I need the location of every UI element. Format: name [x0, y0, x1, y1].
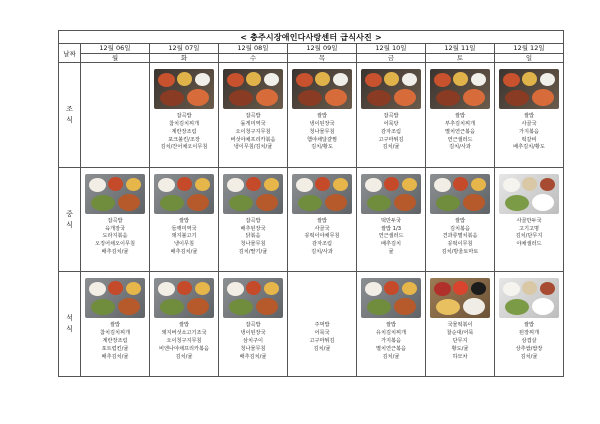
dish-bowl: [108, 177, 123, 191]
menu-list: [150, 218, 218, 257]
menu-item: 배추김치/귤: [101, 353, 129, 360]
meal-label-char: 석: [66, 314, 73, 323]
dish-bowl: [463, 298, 485, 315]
menu-item: 가지볶음: [519, 128, 540, 135]
meal-cell: [288, 63, 357, 168]
sheet-title: < 충주시장애인다사랑센터 급식사진 >: [59, 31, 564, 44]
meal-table: [58, 30, 564, 377]
menu-item: 김치/귤: [313, 345, 331, 352]
menu-item: 야채샐러드: [516, 241, 542, 248]
menu-list: [357, 322, 425, 361]
menu-item: 잡곡밥: [176, 113, 192, 120]
dish-bowl: [365, 178, 382, 192]
meal-label: [59, 272, 81, 377]
dish-bowl: [108, 281, 123, 295]
menu-item: 된장찌개: [519, 330, 540, 337]
meal-cell: [426, 272, 495, 377]
menu-item: 사골국: [521, 120, 537, 127]
menu-item: 어묵탕: [383, 120, 399, 127]
dish-bowl: [264, 73, 279, 86]
date-header: 12월 10일: [357, 44, 426, 54]
dish-bowl: [471, 73, 486, 86]
menu-item: 쌀밥: [178, 322, 190, 329]
meal-cell: [219, 272, 288, 377]
menu-item: 배추김치/귤: [101, 248, 129, 255]
menu-item: 멸치연근볶음: [444, 128, 476, 135]
dish-bowl: [394, 89, 416, 106]
dish-bowl: [325, 89, 347, 106]
dish-bowl: [315, 177, 330, 191]
menu-item: 잡곡밥: [245, 217, 261, 224]
menu-item: 버섯야채프리카볶음: [230, 136, 276, 143]
dish-bowl: [91, 195, 115, 211]
dish-bowl: [256, 194, 278, 211]
meal-cell: [357, 167, 426, 272]
menu-item: 냉이무침: [173, 241, 195, 248]
menu-list: [288, 113, 356, 152]
menu-item: 김치볶음: [449, 225, 471, 232]
dish-bowl: [436, 299, 460, 315]
dish-bowl: [126, 282, 141, 295]
menu-list: [81, 218, 149, 257]
date-corner-label: 날짜: [59, 44, 81, 63]
menu-item: 감자조림: [311, 241, 333, 248]
menu-list: [288, 218, 356, 257]
menu-item: 어묵국: [314, 330, 330, 337]
menu-item: 잡곡밥: [383, 113, 399, 120]
meal-label-char: 식: [66, 325, 73, 334]
dish-bowl: [158, 73, 175, 87]
weekday-header: 금: [357, 54, 426, 63]
menu-item: 계란장조림: [102, 337, 128, 344]
menu-item: 가지볶음: [380, 337, 402, 344]
dish-bowl: [540, 178, 555, 191]
dish-bowl: [89, 282, 106, 296]
menu-item: 주먹밥: [314, 322, 330, 329]
dish-bowl: [158, 178, 175, 192]
dish-bowl: [227, 282, 244, 296]
meal-cell: [219, 63, 288, 168]
menu-item: 고구마튀김: [378, 136, 404, 143]
dish-bowl: [463, 194, 485, 211]
menu-item: 참치김치찌개: [168, 120, 200, 127]
menu-item: 육개장국: [104, 225, 126, 232]
dish-bowl: [195, 178, 210, 191]
dish-bowl: [333, 178, 348, 191]
dish-bowl: [434, 178, 451, 192]
dish-bowl: [256, 89, 278, 106]
menu-item: 떡갈비: [521, 136, 537, 143]
dish-bowl: [177, 177, 192, 191]
dish-bowl: [298, 195, 322, 211]
menu-item: 포크볼킨/조장: [168, 136, 200, 143]
menu-item: 포트럽킨/귤: [101, 345, 129, 352]
dish-bowl: [436, 195, 460, 211]
weekday-header: 월: [81, 54, 150, 63]
dish-bowl: [160, 90, 184, 106]
menu-item: 배추김치/황도: [513, 144, 545, 151]
dish-bowl: [453, 177, 468, 191]
dish-bowl: [229, 90, 253, 106]
menu-item: 돌게미역국: [240, 120, 266, 127]
menu-item: 잡곡밥: [245, 113, 261, 120]
menu-item: 부추김치찌개: [444, 120, 476, 127]
meal-photo: [499, 69, 559, 109]
dish-bowl: [227, 178, 244, 192]
meal-photo: [223, 174, 283, 214]
menu-item: 귤: [388, 248, 394, 255]
menu-item: 김치/귤: [175, 353, 193, 360]
dish-bowl: [540, 73, 555, 86]
weekday-header: 목: [288, 54, 357, 63]
menu-list: [357, 113, 425, 152]
dish-bowl: [333, 73, 348, 86]
dish-bowl: [126, 178, 141, 191]
menu-item: 사골만두국: [516, 217, 542, 224]
dish-bowl: [522, 72, 537, 86]
dish-bowl: [522, 281, 537, 295]
menu-item: 하모차: [452, 353, 468, 360]
dish-bowl: [402, 73, 417, 86]
meal-photo: [361, 278, 421, 318]
dish-bowl: [436, 90, 460, 106]
menu-item: 김치/잔어채오이무침: [160, 144, 208, 151]
weekday-header: 토: [426, 54, 495, 63]
dish-bowl: [505, 90, 529, 106]
dish-bowl: [177, 72, 192, 86]
menu-item: 유치김치찌개: [375, 330, 407, 337]
dish-bowl: [325, 194, 347, 211]
meal-label-char: 식: [66, 115, 73, 124]
menu-list: [150, 322, 218, 361]
dish-bowl: [540, 282, 555, 295]
meal-photo-sheet: [58, 30, 563, 377]
menu-item: 찰순대/어묵: [446, 330, 474, 337]
meal-label-char: 중: [66, 209, 73, 218]
menu-item: 삼겹살: [521, 337, 537, 344]
dish-bowl: [503, 282, 520, 296]
meal-cell: [150, 272, 219, 377]
menu-item: 배추된장국: [240, 225, 266, 232]
menu-item: 잡곡밥: [107, 217, 123, 224]
dish-bowl: [402, 178, 417, 191]
meal-photo: [499, 278, 559, 318]
menu-item: 상추쌈/쌈장: [515, 345, 543, 352]
meal-photo: [430, 278, 490, 318]
menu-item: 사골국: [314, 225, 330, 232]
menu-item: 쌀밥: [454, 113, 466, 120]
menu-item: 김치/귤: [520, 353, 538, 360]
menu-list: [495, 113, 563, 152]
dish-bowl: [229, 299, 253, 315]
menu-list: [426, 322, 494, 361]
menu-list: [219, 322, 287, 361]
meal-photo: [292, 69, 352, 109]
menu-item: 삼치구이: [242, 337, 264, 344]
menu-item: 냉이된장국: [309, 120, 335, 127]
menu-item: 김치/단무지: [515, 233, 543, 240]
meal-label: [59, 63, 81, 168]
menu-list: [495, 218, 563, 249]
meal-cell: [495, 272, 564, 377]
dish-bowl: [453, 281, 468, 295]
menu-item: 단무지: [452, 337, 468, 344]
date-header: 12월 11일: [426, 44, 495, 54]
menu-item: 돼지불고기: [171, 233, 197, 240]
menu-list: [150, 113, 218, 152]
meal-photo: [361, 174, 421, 214]
dish-bowl: [246, 72, 261, 86]
menu-item: 꽁떡이무침: [447, 241, 473, 248]
dish-bowl: [296, 73, 313, 87]
dish-bowl: [503, 178, 520, 192]
dish-bowl: [522, 177, 537, 191]
menu-list: [357, 218, 425, 257]
menu-item: 비엔나야채프리카볶음: [158, 345, 210, 352]
menu-item: 햄야채달걀찜: [306, 136, 338, 143]
dish-bowl: [384, 281, 399, 295]
menu-item: 냉이된장국: [240, 330, 266, 337]
dish-bowl: [187, 89, 209, 106]
dish-bowl: [296, 178, 313, 192]
meal-photo: [154, 278, 214, 318]
dish-bowl: [402, 282, 417, 295]
dish-bowl: [158, 282, 175, 296]
meal-photo: [223, 69, 283, 109]
dish-bowl: [118, 298, 140, 315]
menu-item: 김치/딸기/귤: [238, 248, 268, 255]
menu-item: 배추김치: [380, 241, 402, 248]
date-header: 12월 07일: [150, 44, 219, 54]
dish-bowl: [384, 72, 399, 86]
meal-photo: [361, 69, 421, 109]
photo-placeholder: [288, 272, 356, 322]
dish-bowl: [453, 72, 468, 86]
menu-item: 잡곡밥: [245, 322, 261, 329]
meal-cell: [357, 63, 426, 168]
meal-cell: [81, 63, 150, 168]
meal-label: [59, 167, 81, 272]
meal-photo: [430, 174, 490, 214]
weekday-header: 일: [495, 54, 564, 63]
menu-item: 닭볶음: [245, 233, 261, 240]
dish-bowl: [89, 178, 106, 192]
meal-photo: [292, 174, 352, 214]
dish-bowl: [365, 73, 382, 87]
dish-bowl: [471, 282, 486, 295]
menu-item: 김치/귤: [382, 353, 400, 360]
dish-bowl: [264, 282, 279, 295]
menu-item: 청나물무침: [309, 128, 335, 135]
meal-photo: [223, 278, 283, 318]
dish-bowl: [384, 177, 399, 191]
meal-photo: [85, 174, 145, 214]
menu-item: 멸치연근볶음: [375, 345, 407, 352]
dish-bowl: [503, 73, 520, 87]
meal-cell: [288, 272, 357, 377]
menu-item: 김치/사과: [311, 248, 333, 255]
meal-cell: [81, 167, 150, 272]
menu-list: [495, 322, 563, 361]
dish-bowl: [227, 73, 244, 87]
menu-item: 청나물무침: [240, 241, 266, 248]
dish-bowl: [365, 282, 382, 296]
dish-bowl: [505, 299, 529, 315]
meal-cell: [150, 167, 219, 272]
menu-item: 오징어채오이무침: [94, 241, 136, 248]
meal-cell: [219, 167, 288, 272]
dish-bowl: [532, 298, 554, 315]
date-header: 12월 08일: [219, 44, 288, 54]
meal-cell: [81, 272, 150, 377]
menu-item: 배추김치/귤: [239, 353, 267, 360]
menu-item: 김치/사과: [449, 144, 471, 151]
meal-label-char: 조: [66, 104, 73, 113]
menu-item: 오이청구지무침: [166, 337, 202, 344]
menu-item: 연근샐러드: [378, 233, 404, 240]
menu-item: 쌀밥: [316, 217, 328, 224]
menu-item: 감자조림: [380, 128, 402, 135]
menu-item: 쌀밥: [524, 113, 535, 120]
menu-item: 황도/귤: [451, 345, 469, 352]
date-header: 12월 06일: [81, 44, 150, 54]
dish-bowl: [532, 194, 554, 211]
dish-bowl: [367, 195, 391, 211]
menu-item: 꽁떡이야채무침: [304, 233, 340, 240]
meal-photo: [154, 174, 214, 214]
meal-cell: [426, 63, 495, 168]
dish-bowl: [463, 89, 485, 106]
menu-item: 쌀밥: [178, 217, 190, 224]
dish-bowl: [394, 194, 416, 211]
dish-bowl: [160, 195, 184, 211]
dish-bowl: [298, 90, 322, 106]
meal-label-char: 식: [66, 220, 73, 229]
dish-bowl: [367, 90, 391, 106]
menu-item: 쌀밥: [109, 322, 121, 329]
dish-bowl: [91, 299, 115, 315]
menu-item: 청나물무침: [240, 345, 266, 352]
dish-bowl: [229, 195, 253, 211]
dish-bowl: [505, 195, 529, 211]
dish-bowl: [195, 282, 210, 295]
menu-item: 김치/귤: [382, 144, 400, 151]
meal-photo: [85, 278, 145, 318]
dish-bowl: [532, 89, 554, 106]
menu-item: 김치/방울토마토: [441, 248, 479, 255]
meal-cell: [357, 272, 426, 377]
meal-cell: [495, 63, 564, 168]
dish-bowl: [246, 281, 261, 295]
dish-bowl: [118, 194, 140, 211]
menu-list: [288, 322, 356, 353]
dish-bowl: [434, 282, 451, 296]
menu-item: 도라지볶음: [102, 233, 128, 240]
menu-item: 오이청구지무침: [235, 128, 271, 135]
menu-item: 냉이무침/김치/귤: [233, 144, 273, 151]
meal-photo: [430, 69, 490, 109]
dish-bowl: [195, 73, 210, 86]
menu-item: 계란장조림: [171, 128, 197, 135]
weekday-header: 수: [219, 54, 288, 63]
menu-item: 쌀밥: [385, 322, 397, 329]
dish-bowl: [187, 298, 209, 315]
menu-item: 배추김치/귤: [170, 248, 198, 255]
menu-item: 견과류멸치볶음: [442, 233, 478, 240]
dish-bowl: [394, 298, 416, 315]
menu-item: 고구마튀김: [309, 337, 335, 344]
weekday-header: 화: [150, 54, 219, 63]
menu-item: 돼지버섯소고기조국: [161, 330, 207, 337]
date-header: 12월 12일: [495, 44, 564, 54]
meal-cell: [150, 63, 219, 168]
dish-bowl: [246, 177, 261, 191]
meal-photo: [154, 69, 214, 109]
meal-cell: [288, 167, 357, 272]
menu-list: [426, 113, 494, 152]
menu-item: 떡만두국: [380, 217, 402, 224]
dish-bowl: [264, 178, 279, 191]
menu-item: 쌀밥: [524, 322, 535, 329]
menu-item: 쌀밥: [454, 217, 466, 224]
dish-bowl: [160, 299, 184, 315]
menu-item: 참치김치찌개: [99, 330, 131, 337]
menu-list: [81, 322, 149, 361]
menu-item: 쌀밥: [316, 113, 328, 120]
meal-cell: [495, 167, 564, 272]
meal-photo: [499, 174, 559, 214]
dish-bowl: [315, 72, 330, 86]
menu-item: 국물떡볶이: [447, 322, 473, 329]
dish-bowl: [471, 178, 486, 191]
dish-bowl: [187, 194, 209, 211]
menu-list: [219, 218, 287, 257]
menu-item: 고기고명: [519, 225, 540, 232]
dish-bowl: [177, 281, 192, 295]
dish-bowl: [434, 73, 451, 87]
menu-list: [219, 113, 287, 152]
menu-item: 들깨미역국: [171, 225, 197, 232]
menu-item: 김치/황도: [311, 144, 333, 151]
dish-bowl: [367, 299, 391, 315]
menu-list: [426, 218, 494, 257]
meal-cell: [426, 167, 495, 272]
menu-item: 쌀밥 1/3: [380, 225, 402, 232]
photo-placeholder: [81, 63, 149, 113]
menu-item: 연근샐러드: [447, 136, 473, 143]
dish-bowl: [256, 298, 278, 315]
date-header: 12월 09일: [288, 44, 357, 54]
